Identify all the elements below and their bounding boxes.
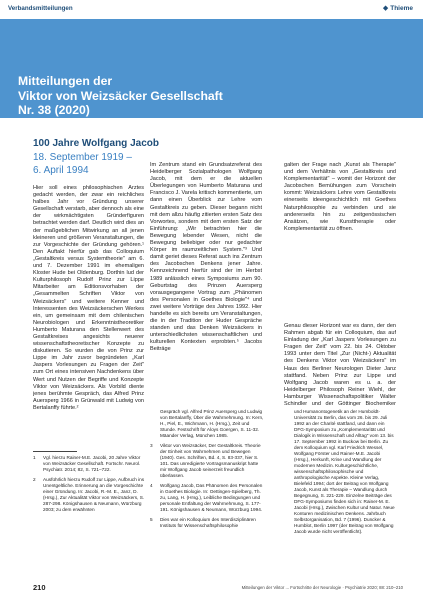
- footnote-text: Wolfgang Jacob, Das Phänomen des Personalen in Goethes Biologie. In: Oettingen-Spielberg, Th. zu, Lang, H. (Hrsg.), Leibliche Bedingungen und personale Entfaltung der Wahrnehmung, S. 177-191. Königshausen & Neumann, Würzburg 1994.: [160, 483, 263, 512]
- footnote-continuation: und Humanontogenetik an der Humboldt-Universität zu Berlin, das vom 26. bis 29. Juli 1992 an der Charité stattfand, und dann ein DFG-Symposium zu „Komplementarität und Dialogik in Wissenschaft und Alltag" vom 13. bis 17. September 1992 in Buckow bei Berlin. Zu dem Kolloquium vgl. Karl Friedrich Wessel, Wolfgang Förster und Rainer-M.E. Jacobi (Hrsg.), Herkunft, Krise und Wandlung der modernen Medizin. Kulturgeschichtliche, wissenschaftsphilosophische und anthropologische Aspekte. Kleine Verlag, Bielefeld 1994; dort der Beitrag von Wolfgang Jacob, Kunst als Therapie – Wandlung durch Begegnung, S. 221-229. Einzelne Beiträge des DFG-Symposiums finden sich in: Rainer-M. E. Jacobi (Hrsg.), Zwischen Kultur und Natur. Neue Konturen medizinischen Denkens. Jahrbuch Selbstorganisation, Bd. 7 (1996). Duncker & Humblot, Berlin 1997 (der Beitrag von Wolfgang Jacob wurde nicht veröffentlicht).: [294, 409, 395, 534]
- paragraph: galten der Frage nach „Kunst als Therapie" und dem Verhältnis von „Gestaltkreis und Komplementarität" – womit der Horizont der Jacobschen Bemühungen zum Vorschein kommt: Weizsäckers Lehre vom Gestaltkreis einerseits ideengeschichtlich mit Goethes Naturphilosophie zu verbinden und sie andererseits hin zu zeitgenössischen Ansätzen, wie Kunsttherapie oder Komplementarität zu öffnen.: [284, 162, 396, 232]
- brand-label: Thieme: [390, 4, 413, 12]
- footnote-continuation: Gespräch vgl. Alfred Prinz Auersperg und Ludwig von Bertalanffy, Über die Wahrnehmung. In: Kern, H., Piel, E., Wichmann, H. (Hrsg.), Zeit und Stunde. Festschrift für Aloys Goergen, S. 11-32. Mäander Verlag, München 1985.: [160, 409, 264, 438]
- article-column-3-paragraph-2: [284, 323, 396, 408]
- footnotes-column-1: [33, 455, 145, 575]
- paragraph: Im Zentrum stand ein Grundsatzreferat des Heidelberger Sozialpathologen Wolfgang Jacob, mit dem er die aktuellen Überlegungen von Humberto Maturana und Francisco J. Varela kritisch kommentierte, um dann einen Überblick zur Lehre vom Gestaltkreis zu geben. Dieser begann nicht mit dem allzu häufig zitierten ersten Satz des Vorwortes, sondern mit dem ersten Satz der Einführung: „Wir betrachten hier die Bewegung lebender Wesen, nicht die Bewegung beliebiger oder nur gedachter Körper im raumzeitlichen System."³ Und damit geriet dieses Referat auch ins Zentrum des Jacobschen Denkens jener Jahre. Kennzeichnend hierfür sind der im Herbst 1989 anlässlich eines Symposiums zum 90. Geburtstag des Prinzen Auersperg vorausgegangene Vortrag zum „Phänomen des Personalen in Goethes Biologie"⁴ und zwei weitere Vorträge des Jahres 1992. Hier handelte es sich bereits um Veranstaltungen, die in der Tradition der Huder Gespräche standen und das Denken Weizsäckers in unterschiedlichsten wissenschaftlichen und kulturellen Kontexten erprobten.⁵ Jacobs Beiträge: [150, 162, 262, 353]
- footnote-number: 4: [150, 483, 153, 488]
- footnote-number: 1: [33, 455, 36, 460]
- footnote-number: 2: [33, 477, 36, 482]
- footnote: [33, 455, 145, 473]
- footnote: [33, 477, 145, 513]
- footnote: [150, 443, 264, 479]
- article-dates: 18. September 1919 – 6. April 1994: [33, 152, 132, 176]
- page-number: 210: [33, 583, 46, 592]
- footnote-number: 5: [150, 517, 153, 522]
- footnote: [150, 517, 264, 529]
- footnote-text: Viktor von Weizsäcker, Der Gestaltkreis. Theorie der Einheit von Wahrnehmen und Bewegen (1940). Ges. Schriften, Bd. 4, S. 83-337, hier S. 101. Das unredigierte Vortragsmanuskript hatte mir Wolfgang Jacob seinerzeit freundlich überlassen.: [160, 443, 261, 478]
- footnotes-column-2: [150, 409, 264, 579]
- brand: [383, 4, 413, 12]
- footnote-number: 3: [150, 443, 153, 448]
- footnotes-column-3: [284, 409, 396, 579]
- paragraph: Genau dieser Horizont war es dann, der den Rahmen abgab für ein Colloquium, das auf Einladung der „Karl Jaspers Vorlesungen zu Fragen der Zeit" vom 22. bis 24. Oktober 1993 unter dem Titel „Zur (Nicht-) Aktualität des Denkens Viktor von Weizsäckers" im Haus des Berliner Neurologen Dieter Janz stattfand. Neben Prinz zur Lippe und Wolfgang Jacob waren es u. a. der Heidelberger Philosoph Reiner Wiehl, der Hamburger Wissenschaftspolitiker Walter Schindler und der Göttinger Biochemiker: [284, 323, 396, 408]
- footnote-text: Dies war ein Kolloquium des Interdisziplinären Instituts für Wissenschaftsphilosophie: [160, 517, 256, 528]
- footnote-divider: [33, 451, 77, 452]
- top-bar: [0, 0, 423, 20]
- article-column-2: [150, 162, 262, 407]
- title-banner: [0, 19, 423, 118]
- article-column-1: [33, 185, 144, 443]
- paragraph: Hier soll eines philosophischen Arztes gedacht werden, der zwar ein reichliches halbes Jahr vor Gründung unserer Gesellschaft verstarb, aber dennoch als eine der wirkmächtigsten Gründerfiguren betrachtet werden darf. Deutlich wird dies an der maßgeblichen Mitwirkung an all jenen kleineren und größeren Veranstaltungen, die zur Vorgeschichte der Gründung gehören.¹ Den Auftakt hierfür gab das Colloquium „Gestaltkreis versus Systemtheorie" am 6. und 7. Dezember 1991 im ehemaligen Kloster Hude bei Oldenburg. Dorthin lud der Kulturphilosoph Rudolf Prinz zur Lippe Mitarbeiter am Editionsvorhaben der „Gesammelten Schriften Viktor von Weizsäckers" und weitere Kenner und Interessenten des Weizsäckerschen Werkes ein, um gemeinsam mit dem chilenischen Neurobiologen und Erkenntnistheoretiker Humberto Maturana den Stellenwert des Gestaltkreises angesichts neuerer wissenschaftstheoretischer Konzepte zu diskutieren. So wurden die von Prinz zur Lippe im Jahr zuvor begründeten „Karl Jaspers Vorlesungen zu Fragen der Zeit" zum Ort eines intensiven Nachdenkens über Wert und Nutzen der Begriffe und Konzepte Viktor von Weizsäckers. Als Vorbild diente jenes berühmte Gespräch, das Alfred Prinz Auersperg 1966 in Grünwald mit Ludwig von Bertalanffy führte.²: [33, 185, 144, 411]
- thieme-logo-icon: ◆: [382, 5, 389, 12]
- footnote-text: Ausführlich hierzu Rudolf zur Lippe, Aufbruch ins Unentgeltliche. Erinnerung an die Vorgeschichte einer Gründung. In: Jacobi, R.-M. E., Janz, D. (Hrsg.), Zur Aktualität Viktor von Weizsäckers, S. 287-298. Königshausen & Neumann, Würzburg 2003; zu dem erwähnten: [43, 477, 145, 512]
- article-column-3: [284, 162, 396, 317]
- footnote: [150, 483, 264, 513]
- article-headline: 100 Jahre Wolfgang Jacob: [33, 138, 159, 149]
- footer-citation: Mitteilungen der Viktor ... Fortschritte der Neurologie · Psychiatrie 2020; 88: 210–210: [241, 585, 403, 590]
- footnote-text: Vgl. hierzu Rainer-M.E. Jacobi, 20 Jahre Viktor von Weizsäcker Gesellschaft. Fortschr. Neurol. Psychiatr. 2014; 82, S. 721–722.: [43, 455, 141, 472]
- page-title: Mitteilungen der Viktor von Weizsäcker Gesellschaft Nr. 38 (2020): [18, 74, 223, 117]
- section-label: Verbandsmitteilungen: [8, 5, 73, 12]
